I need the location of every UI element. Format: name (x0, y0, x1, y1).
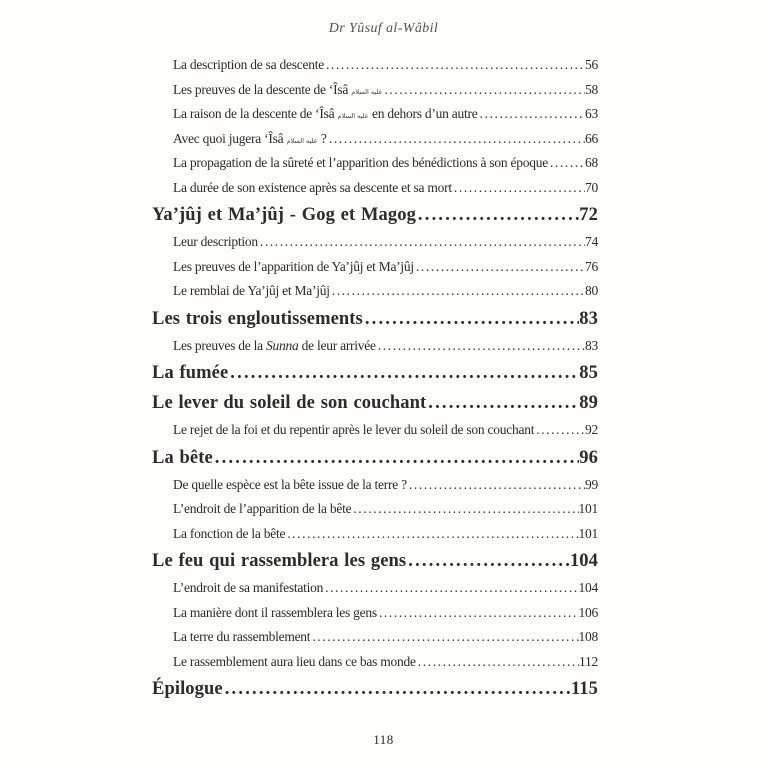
toc-page-number: 80 (585, 283, 598, 298)
toc-entry (152, 255, 598, 280)
toc-entry-text: Le rassemblement aura lieu dans ce bas monde (173, 653, 416, 669)
toc-page-number: 104 (578, 580, 598, 595)
toc-page-number: 85 (579, 363, 598, 383)
toc-entry (152, 546, 598, 576)
toc-entry (152, 650, 598, 675)
toc-entry-text-after: ? (317, 130, 327, 146)
toc (152, 53, 598, 704)
alayhi-salam-honorific-icon: عليه السلام (351, 87, 383, 96)
toc-entry-text: Les preuves de l’apparition de Ya’jûj et Ma’jûj (173, 258, 414, 274)
toc-entry-text-after: de leur arrivée (298, 337, 376, 353)
toc-page-number: 108 (578, 629, 598, 644)
toc-entry-text: Les preuves de la (173, 337, 266, 353)
toc-entry-text: La propagation de la sûreté et l’apparition des bénédictions à son époque (173, 155, 548, 170)
dot-leader (285, 522, 578, 547)
toc-entry-text: Le rejet de la foi et du repentir après le lever du soleil de son couchant (173, 422, 535, 437)
toc-entry-text: La manière dont il rassemblera les gens (173, 604, 377, 620)
toc-page-number: 112 (579, 653, 598, 669)
dot-leader (416, 650, 579, 675)
toc-entry (152, 176, 598, 201)
toc-entry-label (173, 473, 407, 500)
toc-page-number: 96 (579, 447, 598, 468)
toc-entry-text: De quelle espèce est la bête issue de la terre ? (173, 476, 407, 492)
dot-leader (363, 304, 579, 334)
dot-leader (327, 127, 585, 152)
toc-entry-text: Les preuves de la descente de ‘Îsâ (173, 81, 352, 97)
dot-leader (223, 674, 571, 704)
toc-page-number: 92 (585, 422, 598, 437)
dot-leader (548, 151, 585, 176)
toc-entry (152, 53, 598, 78)
toc-entry-text: Le lever du soleil de son couchant (152, 393, 427, 413)
toc-entry-text: La fumée (152, 363, 229, 383)
toc-page-number: 76 (585, 258, 598, 274)
toc-entry-label (173, 230, 258, 257)
toc-entry-label (152, 358, 228, 391)
dot-leader (323, 576, 578, 601)
toc-page-number: 83 (579, 308, 598, 329)
toc-entry-label (173, 102, 478, 129)
toc-entry (152, 334, 598, 359)
toc-entry-label (173, 255, 414, 282)
toc-entry (152, 443, 598, 473)
toc-page-number: 74 (585, 234, 598, 249)
toc-entry-text: La fonction de la bête (173, 525, 286, 541)
toc-entry (152, 625, 598, 650)
toc-page-number: 89 (579, 393, 598, 413)
toc-entry-label (173, 334, 376, 361)
toc-entry-label (173, 650, 416, 677)
toc-entry (152, 358, 598, 388)
toc-entry-text: La durée de son existence après sa descente et sa mort (173, 179, 452, 195)
toc-entry (152, 576, 598, 601)
toc-entry-text: La raison de la descente de ‘Îsâ (173, 106, 338, 121)
toc-page-number: 56 (585, 57, 598, 72)
toc-page-number: 70 (585, 179, 598, 195)
toc-entry (152, 127, 598, 152)
dot-leader (426, 388, 579, 418)
toc-entry-label (173, 601, 377, 628)
toc-page-number: 99 (585, 476, 598, 492)
toc-entry-text: Avec quoi jugera ‘Îsâ (173, 130, 287, 146)
toc-page-number: 68 (585, 155, 598, 170)
dot-leader (324, 53, 585, 78)
toc-entry-label (152, 546, 406, 579)
toc-entry (152, 388, 598, 418)
toc-page-number: 63 (585, 106, 598, 121)
dot-leader (407, 473, 585, 498)
toc-entry (152, 200, 598, 230)
alayhi-salam-honorific-icon: عليه السلام (286, 136, 318, 145)
toc-entry-text: L’endroit de l’apparition de la bête (173, 501, 352, 516)
dot-leader (406, 546, 570, 576)
toc-entry (152, 497, 598, 522)
dot-leader (258, 230, 585, 255)
toc-entry (152, 674, 598, 704)
running-header: Dr Yûsuf al-Wâbil (328, 21, 439, 36)
toc-entry-label (173, 127, 327, 154)
dot-leader (310, 625, 578, 650)
toc-page-number: 72 (579, 205, 598, 225)
toc-entry (152, 230, 598, 255)
toc-entry-label (152, 200, 416, 233)
toc-page-number: 58 (585, 81, 598, 97)
toc-entry-label (152, 443, 213, 476)
toc-entry (152, 102, 598, 127)
toc-entry-text: Ya’jûj et Ma’jûj - Gog et Magog (152, 205, 416, 225)
toc-page-number: 115 (570, 679, 598, 699)
dot-leader (452, 176, 585, 201)
toc-entry-text: Les trois engloutissements (152, 308, 363, 329)
dot-leader (377, 601, 579, 626)
toc-entry-text: Épilogue (152, 679, 223, 699)
toc-entry-label (173, 418, 534, 445)
toc-page-number: 106 (578, 604, 598, 620)
toc-entry-text: L’endroit de sa manifestation (173, 580, 324, 595)
toc-page-number: 104 (569, 551, 598, 571)
toc-entry-label (173, 78, 382, 105)
toc-entry-text: Le feu qui rassemblera les gens (152, 551, 407, 571)
toc-entry-label (152, 304, 363, 337)
toc-entry-label (173, 576, 323, 603)
dot-leader (351, 497, 578, 522)
dot-leader (534, 418, 585, 443)
italic-term: Sunna (265, 337, 299, 353)
toc-entry-label (152, 388, 426, 421)
toc-entry-text: La description de sa descente (173, 57, 324, 72)
toc-entry-text: La terre du rassemblement (173, 629, 311, 644)
dot-leader (213, 443, 580, 473)
dot-leader (478, 102, 585, 127)
toc-entry (152, 279, 598, 304)
toc-entry (152, 151, 598, 176)
toc-entry-text: Le remblai de Ya’jûj et Ma’jûj (173, 283, 330, 298)
toc-page-number: 101 (578, 501, 598, 516)
toc-entry (152, 78, 598, 103)
dot-leader (228, 358, 579, 388)
dot-leader (414, 255, 585, 280)
toc-entry-label (173, 497, 351, 524)
toc-entry-label (152, 674, 223, 707)
toc-page-number: 101 (578, 525, 598, 541)
toc-entry-label (173, 176, 452, 203)
toc-entry-label (173, 151, 548, 178)
toc-entry-label (173, 522, 285, 549)
toc-entry-label (173, 53, 324, 80)
toc-entry (152, 601, 598, 626)
dot-leader (330, 279, 585, 304)
toc-entry-label (173, 279, 330, 306)
toc-page-number: 83 (585, 337, 598, 353)
toc-entry-text: La bête (152, 447, 213, 468)
toc-entry (152, 304, 598, 334)
toc-entry-text: Leur description (173, 234, 258, 249)
dot-leader (376, 334, 585, 359)
toc-entry-label (173, 625, 310, 652)
dot-leader (416, 200, 579, 230)
dot-leader (382, 78, 585, 103)
toc-entry (152, 473, 598, 498)
toc-entry (152, 522, 598, 547)
toc-entry-text-after: en dehors d’un autre (368, 106, 478, 121)
alayhi-salam-honorific-icon: عليه السلام (337, 112, 369, 120)
toc-page-number: 66 (585, 130, 598, 146)
folio-page-number: 118 (373, 732, 394, 747)
toc-entry (152, 418, 598, 443)
